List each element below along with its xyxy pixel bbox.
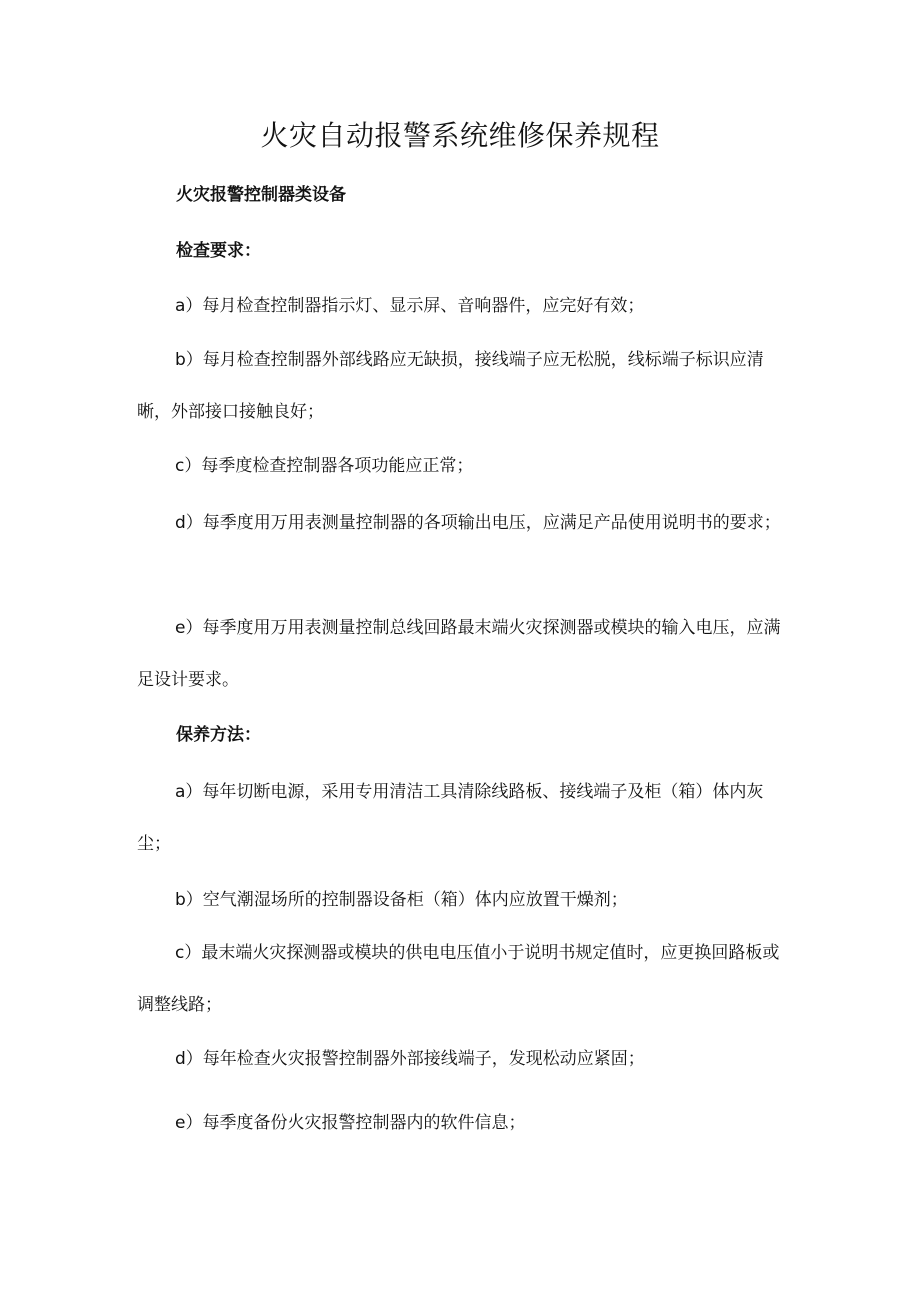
inspection-heading: 检查要求： [176, 241, 261, 261]
document-title: 火灾自动报警系统维修保养规程 [260, 119, 660, 152]
maintenance-item-e: e）每季度备份火灾报警控制器内的软件信息； [175, 1113, 526, 1133]
inspection-item-d: d）每季度用万用表测量控制器的各项输出电压，应满足产品使用说明书的要求； [175, 513, 781, 533]
inspection-item-b: b）每月检查控制器外部线路应无缺损，接线端子应无松脱，线标端子标识应清晰，外部接口接触良好； [137, 350, 764, 422]
maintenance-item-d: d）每年检查火灾报警控制器外部接线端子，发现松动应紧固； [175, 1049, 645, 1069]
maintenance-item-b: b）空气潮湿场所的控制器设备柜（箱）体内应放置干燥剂； [175, 890, 628, 910]
inspection-item-c: c）每季度检查控制器各项功能应正常； [175, 456, 474, 476]
maintenance-heading: 保养方法： [176, 725, 261, 745]
section-title: 火灾报警控制器类设备 [176, 185, 346, 205]
maintenance-item-a: a）每年切断电源，采用专用清洁工具清除线路板、接线端子及柜（箱）体内灰尘； [137, 782, 764, 854]
inspection-item-a: a）每月检查控制器指示灯、显示屏、音响器件，应完好有效； [175, 296, 645, 316]
inspection-item-e: e）每季度用万用表测量控制总线回路最末端火灾探测器或模块的输入电压，应满足设计要求。 [137, 618, 781, 690]
maintenance-item-c: c）最末端火灾探测器或模块的供电电压值小于说明书规定值时，应更换回路板或调整线路； [137, 943, 780, 1015]
